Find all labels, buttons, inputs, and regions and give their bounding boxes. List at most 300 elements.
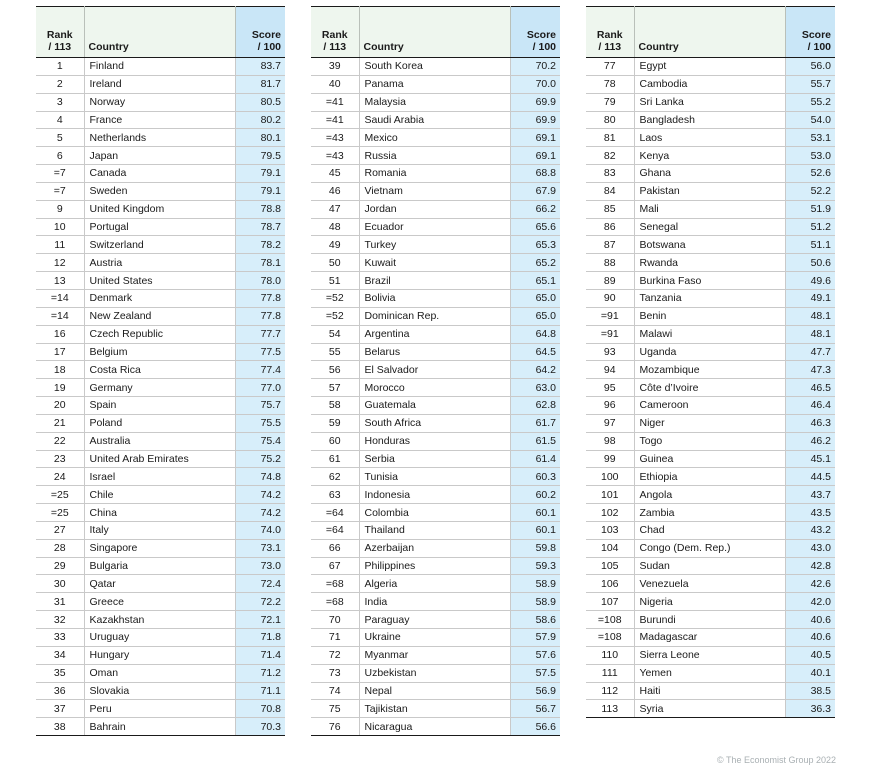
country-cell: Tunisia <box>359 468 510 486</box>
country-cell: Greece <box>84 593 235 611</box>
rank-cell: =52 <box>311 289 359 307</box>
score-cell: 44.5 <box>785 468 835 486</box>
rank-cell: 56 <box>311 361 359 379</box>
rank-cell: =91 <box>586 325 634 343</box>
country-cell: Argentina <box>359 325 510 343</box>
rank-cell: 51 <box>311 272 359 290</box>
country-cell: Costa Rica <box>84 361 235 379</box>
table-row <box>36 289 285 307</box>
score-cell: 64.5 <box>510 343 560 361</box>
country-cell: Togo <box>634 432 785 450</box>
score-cell: 77.0 <box>235 379 285 397</box>
score-cell: 46.3 <box>785 414 835 432</box>
rank-cell: 39 <box>311 58 359 76</box>
country-cell: Malawi <box>634 325 785 343</box>
rank-cell: 113 <box>586 700 634 718</box>
score-header-label: Score <box>251 29 281 41</box>
rank-cell: =14 <box>36 289 84 307</box>
country-cell: Tajikistan <box>359 700 510 718</box>
rank-cell: =64 <box>311 504 359 522</box>
score-cell: 54.0 <box>785 111 835 129</box>
country-cell: Uganda <box>634 343 785 361</box>
score-cell: 43.7 <box>785 486 835 504</box>
table-row <box>36 200 285 218</box>
country-cell: Romania <box>359 165 510 183</box>
country-cell: New Zealand <box>84 307 235 325</box>
rank-cell: 61 <box>311 450 359 468</box>
score-cell: 71.2 <box>235 664 285 682</box>
score-cell: 60.2 <box>510 486 560 504</box>
table-row <box>311 343 560 361</box>
country-cell: Honduras <box>359 432 510 450</box>
table-row <box>36 664 285 682</box>
table-row <box>311 182 560 200</box>
table-row <box>311 289 560 307</box>
rank-cell: 62 <box>311 468 359 486</box>
rank-cell: =64 <box>311 521 359 539</box>
rank-header-sub: / 113 <box>48 41 72 53</box>
rank-cell: 63 <box>311 486 359 504</box>
table-row <box>311 432 560 450</box>
rank-header-label: Rank <box>46 29 73 41</box>
rank-cell: 101 <box>586 486 634 504</box>
score-cell: 58.6 <box>510 611 560 629</box>
rank-cell: 88 <box>586 254 634 272</box>
table-row <box>311 718 560 736</box>
table-row <box>311 93 560 111</box>
rank-cell: 32 <box>36 611 84 629</box>
rank-cell: 111 <box>586 664 634 682</box>
score-cell: 46.2 <box>785 432 835 450</box>
country-cell: Peru <box>84 700 235 718</box>
score-cell: 60.3 <box>510 468 560 486</box>
rank-cell: 17 <box>36 343 84 361</box>
country-cell: Indonesia <box>359 486 510 504</box>
table-row <box>311 272 560 290</box>
score-cell: 52.6 <box>785 165 835 183</box>
table-row <box>311 539 560 557</box>
country-cell: Slovakia <box>84 682 235 700</box>
country-cell: Pakistan <box>634 182 785 200</box>
rank-cell: 83 <box>586 165 634 183</box>
table-row <box>311 611 560 629</box>
country-cell: Portugal <box>84 218 235 236</box>
score-cell: 65.0 <box>510 289 560 307</box>
country-cell: Algeria <box>359 575 510 593</box>
table-row <box>586 129 835 147</box>
rank-cell: 2 <box>36 75 84 93</box>
score-cell: 75.2 <box>235 450 285 468</box>
score-cell: 38.5 <box>785 682 835 700</box>
rank-cell: 73 <box>311 664 359 682</box>
country-cell: Botswana <box>634 236 785 254</box>
table-row <box>586 182 835 200</box>
table-row <box>586 450 835 468</box>
country-cell: Panama <box>359 75 510 93</box>
table-row <box>36 414 285 432</box>
table-row <box>586 646 835 664</box>
country-cell: Japan <box>84 147 235 165</box>
country-cell: Congo (Dem. Rep.) <box>634 539 785 557</box>
score-cell: 49.1 <box>785 289 835 307</box>
table-row <box>36 468 285 486</box>
rank-cell: 29 <box>36 557 84 575</box>
country-cell: Mali <box>634 200 785 218</box>
country-cell: Sierra Leone <box>634 646 785 664</box>
rank-cell: 46 <box>311 182 359 200</box>
score-cell: 79.1 <box>235 165 285 183</box>
country-cell: Burundi <box>634 611 785 629</box>
rank-cell: =41 <box>311 93 359 111</box>
rank-cell: 86 <box>586 218 634 236</box>
country-cell: United Kingdom <box>84 200 235 218</box>
table-row <box>36 379 285 397</box>
score-cell: 47.7 <box>785 343 835 361</box>
country-cell: Nepal <box>359 682 510 700</box>
table-row <box>311 325 560 343</box>
country-cell: Angola <box>634 486 785 504</box>
rank-cell: 94 <box>586 361 634 379</box>
rank-cell: 75 <box>311 700 359 718</box>
score-cell: 72.1 <box>235 611 285 629</box>
rank-cell: 30 <box>36 575 84 593</box>
country-cell: Ukraine <box>359 629 510 647</box>
score-cell: 74.2 <box>235 504 285 522</box>
rank-cell: 20 <box>36 397 84 415</box>
country-cell: Ghana <box>634 165 785 183</box>
country-cell: Mozambique <box>634 361 785 379</box>
rank-cell: =7 <box>36 182 84 200</box>
score-cell: 42.8 <box>785 557 835 575</box>
table-row <box>586 165 835 183</box>
score-cell: 48.1 <box>785 307 835 325</box>
table-row <box>311 361 560 379</box>
table-row <box>36 93 285 111</box>
rank-cell: 72 <box>311 646 359 664</box>
rank-cell: 28 <box>36 539 84 557</box>
score-cell: 42.0 <box>785 593 835 611</box>
score-cell: 58.9 <box>510 575 560 593</box>
country-cell: Netherlands <box>84 129 235 147</box>
rank-cell: =91 <box>586 307 634 325</box>
score-cell: 80.2 <box>235 111 285 129</box>
country-cell: China <box>84 504 235 522</box>
score-cell: 81.7 <box>235 75 285 93</box>
rank-header <box>311 7 359 58</box>
country-cell: Morocco <box>359 379 510 397</box>
score-cell: 55.2 <box>785 93 835 111</box>
rank-cell: 82 <box>586 147 634 165</box>
table-row <box>36 450 285 468</box>
table-row <box>586 325 835 343</box>
score-header <box>785 7 835 58</box>
country-cell: Jordan <box>359 200 510 218</box>
country-cell: Kazakhstan <box>84 611 235 629</box>
rank-cell: 3 <box>36 93 84 111</box>
country-cell: Kuwait <box>359 254 510 272</box>
rank-cell: 11 <box>36 236 84 254</box>
country-cell: Cambodia <box>634 75 785 93</box>
table-row <box>586 521 835 539</box>
rank-cell: 112 <box>586 682 634 700</box>
score-header <box>235 7 285 58</box>
score-cell: 42.6 <box>785 575 835 593</box>
table-row <box>311 504 560 522</box>
score-cell: 71.8 <box>235 629 285 647</box>
table-row <box>36 593 285 611</box>
rank-cell: 12 <box>36 254 84 272</box>
score-cell: 73.0 <box>235 557 285 575</box>
table-row <box>36 129 285 147</box>
table-row <box>586 629 835 647</box>
table-row <box>36 307 285 325</box>
score-cell: 71.1 <box>235 682 285 700</box>
rank-header-label: Rank <box>596 29 623 41</box>
score-cell: 83.7 <box>235 58 285 76</box>
table-row <box>36 682 285 700</box>
table-row <box>311 521 560 539</box>
score-cell: 50.6 <box>785 254 835 272</box>
score-cell: 57.6 <box>510 646 560 664</box>
score-cell: 69.9 <box>510 93 560 111</box>
score-cell: 68.8 <box>510 165 560 183</box>
table-row <box>586 254 835 272</box>
country-cell: Poland <box>84 414 235 432</box>
table-row <box>586 557 835 575</box>
table-row <box>311 486 560 504</box>
score-cell: 74.2 <box>235 486 285 504</box>
rank-cell: =43 <box>311 129 359 147</box>
country-cell: Haiti <box>634 682 785 700</box>
rank-cell: 18 <box>36 361 84 379</box>
country-cell: Serbia <box>359 450 510 468</box>
rank-cell: =108 <box>586 611 634 629</box>
rank-cell: 74 <box>311 682 359 700</box>
table-row <box>36 397 285 415</box>
country-cell: Myanmar <box>359 646 510 664</box>
table-row <box>311 307 560 325</box>
score-cell: 61.4 <box>510 450 560 468</box>
country-cell: Austria <box>84 254 235 272</box>
rank-cell: 105 <box>586 557 634 575</box>
country-cell: Singapore <box>84 539 235 557</box>
rank-cell: 107 <box>586 593 634 611</box>
score-cell: 43.5 <box>785 504 835 522</box>
rank-cell: 47 <box>311 200 359 218</box>
table-row <box>36 521 285 539</box>
score-cell: 71.4 <box>235 646 285 664</box>
rank-cell: 22 <box>36 432 84 450</box>
rank-cell: 34 <box>36 646 84 664</box>
country-cell: Russia <box>359 147 510 165</box>
table-row <box>36 182 285 200</box>
score-cell: 72.2 <box>235 593 285 611</box>
table-row <box>36 218 285 236</box>
score-cell: 70.3 <box>235 718 285 736</box>
table-row <box>586 486 835 504</box>
score-cell: 51.1 <box>785 236 835 254</box>
table-row <box>36 700 285 718</box>
score-cell: 51.9 <box>785 200 835 218</box>
score-cell: 74.8 <box>235 468 285 486</box>
table-row <box>36 58 285 76</box>
country-cell: Oman <box>84 664 235 682</box>
table-row <box>36 147 285 165</box>
country-cell: Egypt <box>634 58 785 76</box>
table-row <box>311 165 560 183</box>
country-cell: Vietnam <box>359 182 510 200</box>
rank-cell: 59 <box>311 414 359 432</box>
rank-cell: 95 <box>586 379 634 397</box>
country-cell: Syria <box>634 700 785 718</box>
rank-cell: 76 <box>311 718 359 736</box>
table-row <box>586 289 835 307</box>
score-cell: 55.7 <box>785 75 835 93</box>
rank-cell: 66 <box>311 539 359 557</box>
rank-header-sub: / 113 <box>598 41 622 53</box>
country-cell: Paraguay <box>359 611 510 629</box>
rank-cell: 16 <box>36 325 84 343</box>
score-cell: 61.5 <box>510 432 560 450</box>
score-cell: 70.0 <box>510 75 560 93</box>
country-cell: South Africa <box>359 414 510 432</box>
table-row <box>311 218 560 236</box>
ranking-table-1 <box>36 6 285 736</box>
rank-cell: 100 <box>586 468 634 486</box>
table-row <box>36 646 285 664</box>
country-cell: Sudan <box>634 557 785 575</box>
table-row <box>311 111 560 129</box>
score-cell: 47.3 <box>785 361 835 379</box>
score-cell: 80.1 <box>235 129 285 147</box>
score-header-label: Score <box>526 29 556 41</box>
score-cell: 53.0 <box>785 147 835 165</box>
table-row <box>586 611 835 629</box>
country-cell: South Korea <box>359 58 510 76</box>
country-cell: United Arab Emirates <box>84 450 235 468</box>
score-header-label: Score <box>801 29 831 41</box>
table-row <box>36 165 285 183</box>
rank-cell: 54 <box>311 325 359 343</box>
country-cell: Thailand <box>359 521 510 539</box>
rank-cell: 77 <box>586 58 634 76</box>
rank-cell: 48 <box>311 218 359 236</box>
country-cell: Uruguay <box>84 629 235 647</box>
score-cell: 78.7 <box>235 218 285 236</box>
table-row <box>586 147 835 165</box>
rank-cell: 23 <box>36 450 84 468</box>
rank-cell: 33 <box>36 629 84 647</box>
rank-cell: 4 <box>36 111 84 129</box>
table-row <box>586 307 835 325</box>
copyright-footer: © The Economist Group 2022 <box>716 755 836 765</box>
country-cell: Brazil <box>359 272 510 290</box>
rank-cell: 6 <box>36 147 84 165</box>
score-header-sub: / 100 <box>807 41 831 53</box>
score-cell: 65.2 <box>510 254 560 272</box>
table-row <box>36 611 285 629</box>
country-cell: Mexico <box>359 129 510 147</box>
country-cell: Bangladesh <box>634 111 785 129</box>
country-cell: Philippines <box>359 557 510 575</box>
table-row <box>311 58 560 76</box>
country-cell: Niger <box>634 414 785 432</box>
country-cell: Germany <box>84 379 235 397</box>
rank-cell: 31 <box>36 593 84 611</box>
rank-cell: 84 <box>586 182 634 200</box>
country-cell: Switzerland <box>84 236 235 254</box>
table-header-row <box>311 7 560 58</box>
table-row <box>311 557 560 575</box>
country-cell: Norway <box>84 93 235 111</box>
table-row <box>586 58 835 76</box>
score-cell: 49.6 <box>785 272 835 290</box>
score-cell: 59.3 <box>510 557 560 575</box>
score-cell: 78.8 <box>235 200 285 218</box>
score-cell: 67.9 <box>510 182 560 200</box>
table-row <box>36 486 285 504</box>
table-row <box>36 361 285 379</box>
country-cell: Ethiopia <box>634 468 785 486</box>
rank-cell: 13 <box>36 272 84 290</box>
rank-cell: 97 <box>586 414 634 432</box>
score-cell: 77.8 <box>235 289 285 307</box>
score-cell: 43.2 <box>785 521 835 539</box>
score-cell: 78.0 <box>235 272 285 290</box>
score-cell: 75.7 <box>235 397 285 415</box>
table-row <box>36 236 285 254</box>
table-row <box>586 539 835 557</box>
rank-header-sub: / 113 <box>323 41 347 53</box>
country-cell: Nicaragua <box>359 718 510 736</box>
table-row <box>586 504 835 522</box>
country-cell: El Salvador <box>359 361 510 379</box>
table-row <box>36 254 285 272</box>
table-row <box>311 700 560 718</box>
score-cell: 40.1 <box>785 664 835 682</box>
country-cell: Cameroon <box>634 397 785 415</box>
country-cell: Bulgaria <box>84 557 235 575</box>
score-cell: 70.2 <box>510 58 560 76</box>
table-row <box>36 343 285 361</box>
rank-cell: 45 <box>311 165 359 183</box>
rank-header <box>36 7 84 58</box>
rank-cell: 98 <box>586 432 634 450</box>
table-row <box>36 111 285 129</box>
score-cell: 46.5 <box>785 379 835 397</box>
score-cell: 63.0 <box>510 379 560 397</box>
country-cell: Colombia <box>359 504 510 522</box>
rank-cell: 1 <box>36 58 84 76</box>
country-header: Country <box>359 7 510 58</box>
table-row <box>586 200 835 218</box>
table-row <box>586 593 835 611</box>
country-cell: Ireland <box>84 75 235 93</box>
rank-cell: 106 <box>586 575 634 593</box>
table-header-row <box>586 7 835 58</box>
country-cell: Madagascar <box>634 629 785 647</box>
country-cell: Australia <box>84 432 235 450</box>
rank-cell: 5 <box>36 129 84 147</box>
table-row <box>311 129 560 147</box>
country-header: Country <box>634 7 785 58</box>
rank-cell: =68 <box>311 593 359 611</box>
rank-cell: 67 <box>311 557 359 575</box>
score-cell: 61.7 <box>510 414 560 432</box>
rank-cell: 79 <box>586 93 634 111</box>
country-cell: Yemen <box>634 664 785 682</box>
country-cell: Côte d’Ivoire <box>634 379 785 397</box>
